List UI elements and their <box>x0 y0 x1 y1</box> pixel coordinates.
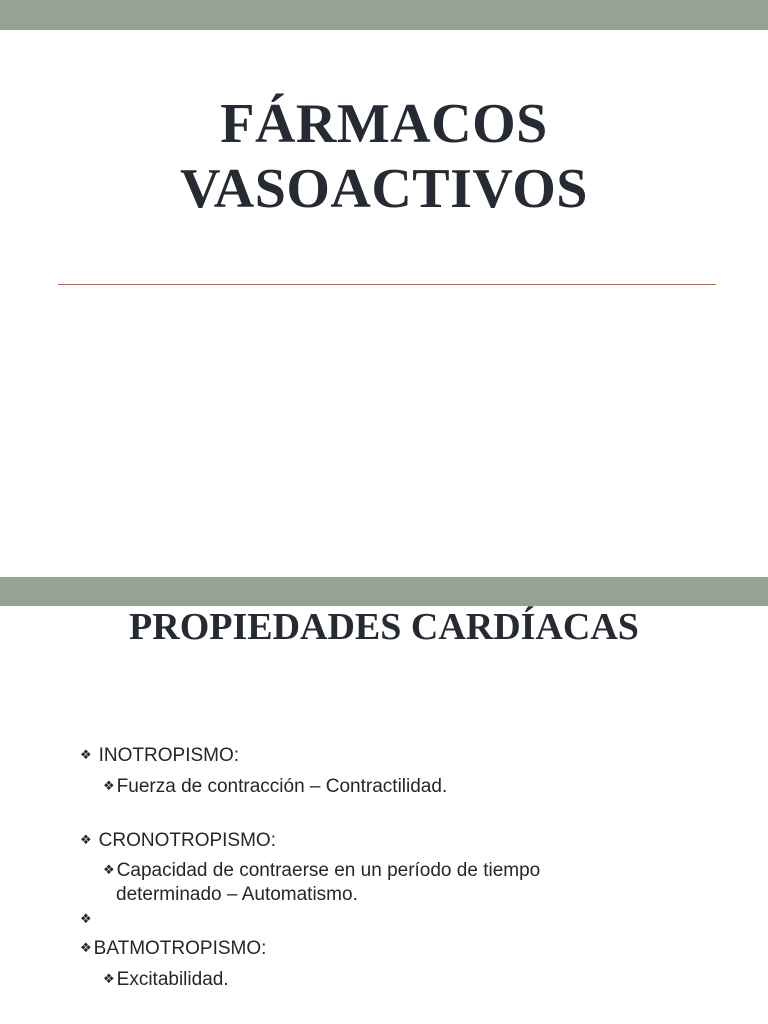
list-item-batmotropismo <box>80 937 266 960</box>
diamond-bullet-icon: ❖ <box>103 779 115 794</box>
section-heading: PROPIEDADES CARDÍACAS <box>129 606 639 648</box>
list-item-text: INOTROPISMO: <box>98 745 240 766</box>
diamond-bullet-icon: ❖ <box>103 863 115 878</box>
list-item-cronotropismo <box>80 829 276 852</box>
diamond-bullet-icon: ❖ <box>80 912 92 927</box>
list-item-inotropismo <box>80 744 239 767</box>
list-item-text: Excitabilidad. <box>116 969 229 990</box>
list-item-text: Capacidad de contraerse en un período de tiempo <box>116 860 541 881</box>
list-item-text: Fuerza de contracción – Contractilidad. <box>116 776 448 797</box>
diamond-bullet-icon: ❖ <box>80 833 92 848</box>
list-subitem-continuation: determinado – Automatismo. <box>116 884 358 905</box>
list-item-text: BATMOTROPISMO: <box>93 938 267 959</box>
diamond-bullet-icon: ❖ <box>80 941 92 956</box>
list-item-text: CRONOTROPISMO: <box>98 830 276 851</box>
diamond-bullet-icon: ❖ <box>80 748 92 763</box>
list-subitem-excitabilidad <box>103 968 229 991</box>
list-item-empty <box>80 908 94 931</box>
title-line-2: VASOACTIVOS <box>180 158 588 220</box>
title-line-1: FÁRMACOS <box>220 93 548 155</box>
list-subitem-contractilidad <box>103 775 447 798</box>
diamond-bullet-icon: ❖ <box>103 972 115 987</box>
list-subitem-automatismo <box>103 859 540 882</box>
